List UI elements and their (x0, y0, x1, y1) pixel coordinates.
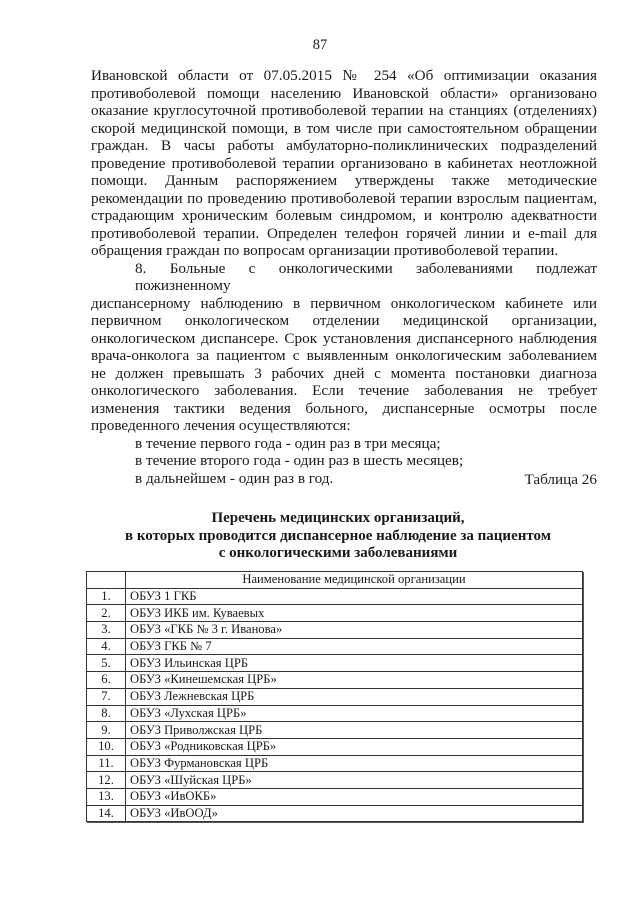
organization-name: ОБУЗ «ИвОКБ» (126, 788, 583, 805)
table-row (87, 738, 583, 755)
table-row (87, 705, 583, 722)
schedule-item: в течение второго года - один раз в шесть месяцев; (135, 452, 464, 469)
text-line: 8. Больные с онкологическими заболеваниями подлежат пожизненному (135, 259, 597, 294)
text-line: не должен превышать 3 рабочих дней с момента постановки диагноза (91, 364, 597, 382)
row-number: 3. (87, 622, 126, 639)
row-number: 4. (87, 638, 126, 655)
text-line: онкологического заболевания. Если течение заболевания не требует (91, 382, 597, 399)
organization-name: ОБУЗ «ГКБ № 3 г. Иванова» (126, 622, 583, 639)
schedule-list (91, 435, 597, 488)
text-line: оказание круглосуточной противоболевой терапии на станциях (отделениях) (91, 102, 597, 119)
row-number: 8. (87, 705, 126, 722)
text-line: диспансерному наблюдению в первичном онкологическом кабинете или (91, 294, 597, 312)
organization-name: ОБУЗ Ильинская ЦРБ (126, 655, 583, 672)
row-number: 1. (87, 588, 126, 605)
text-line: проведенного лечения осуществляются: (91, 417, 351, 434)
table-row (87, 722, 583, 739)
row-number: 10. (87, 738, 126, 755)
organization-name: ОБУЗ «ИвООД» (126, 805, 583, 822)
paragraph-2 (91, 260, 597, 435)
text-line: граждан. В часы работы амбулаторно-поликлинических подразделений (91, 137, 597, 154)
text-line: проведение противоболевой терапии организовано в кабинетах неотложной (91, 154, 597, 172)
organization-name: ОБУЗ «Кинешемская ЦРБ» (126, 672, 583, 689)
organization-name: ОБУЗ 1 ГКБ (126, 588, 583, 605)
organizations-table (86, 571, 583, 822)
row-number: 6. (87, 672, 126, 689)
row-number: 7. (87, 688, 126, 705)
row-number: 14. (87, 805, 126, 822)
table-label: Таблица 26 (524, 471, 597, 488)
text-line: противоболевой терапии. Определен телефон горячей линии и e-mail для (91, 224, 597, 242)
table-header-row (87, 572, 583, 589)
row-number: 12. (87, 772, 126, 789)
page-number: 87 (312, 37, 328, 53)
table-title-line: с онкологическими заболеваниями (218, 545, 458, 561)
column-header-number (87, 572, 126, 589)
table-row (87, 755, 583, 772)
text-line: Ивановской области от 07.05.2015 № 254 «Об оптимизации оказания (91, 67, 597, 84)
table-row (87, 672, 583, 689)
row-number: 2. (87, 605, 126, 622)
table-row (87, 605, 583, 622)
table-title (0, 510, 640, 563)
table-row (87, 655, 583, 672)
body-text (91, 67, 597, 487)
organization-name: ОБУЗ «Родниковская ЦРБ» (126, 738, 583, 755)
organization-name: ОБУЗ ИКБ им. Куваевых (126, 605, 583, 622)
text-line: противоболевой помощи населению Ивановской области» организовано (91, 84, 597, 102)
text-line: страдающим хроническим болевым синдромом, и контролю адекватности (91, 207, 597, 224)
row-number: 9. (87, 722, 126, 739)
paragraph-1 (91, 67, 597, 260)
table-row (87, 805, 583, 822)
text-line: врача-онколога за пациентом с выявленным онкологическим заболеванием (91, 347, 597, 364)
column-header-name: Наименование медицинской организации (126, 572, 583, 589)
text-line: онкологическом диспансере. Срок установления диспансерного наблюдения (91, 329, 597, 347)
table-row (87, 622, 583, 639)
text-line: обращения граждан по вопросам организации противоболевой терапии. (91, 242, 559, 259)
text-line: рекомендации по проведению противоболевой терапии взрослым пациентам, (91, 189, 597, 207)
table-row (87, 588, 583, 605)
organization-name: ОБУЗ Фурмановская ЦРБ (126, 755, 583, 772)
table-title-line: Перечень медицинских организаций, (211, 510, 465, 526)
text-line: первичном онкологическом отделении медицинской организации, (91, 312, 597, 329)
row-number: 5. (87, 655, 126, 672)
organization-name: ОБУЗ ГКБ № 7 (126, 638, 583, 655)
schedule-item: в течение первого года - один раз в три месяца; (135, 434, 441, 452)
text-line: скорой медицинской помощи, в том числе при самостоятельном обращении (91, 119, 597, 137)
table-row (87, 638, 583, 655)
row-number: 11. (87, 755, 126, 772)
row-number: 13. (87, 788, 126, 805)
text-line: изменения тактики ведения больного, диспансерные осмотры после (91, 399, 597, 417)
text-line: помощи. Данным распоряжением утверждены также методические (91, 172, 597, 189)
organization-name: ОБУЗ Лежневская ЦРБ (126, 688, 583, 705)
schedule-item: в дальнейшем - один раз в год. (135, 469, 334, 487)
table-row (87, 788, 583, 805)
organization-name: ОБУЗ «Лухская ЦРБ» (126, 705, 583, 722)
table-title-line: в которых проводится диспансерное наблюдение за пациентом (125, 527, 551, 544)
table-row (87, 772, 583, 789)
organization-name: ОБУЗ Приволжская ЦРБ (126, 722, 583, 739)
table-row (87, 688, 583, 705)
organization-name: ОБУЗ «Шуйская ЦРБ» (126, 772, 583, 789)
